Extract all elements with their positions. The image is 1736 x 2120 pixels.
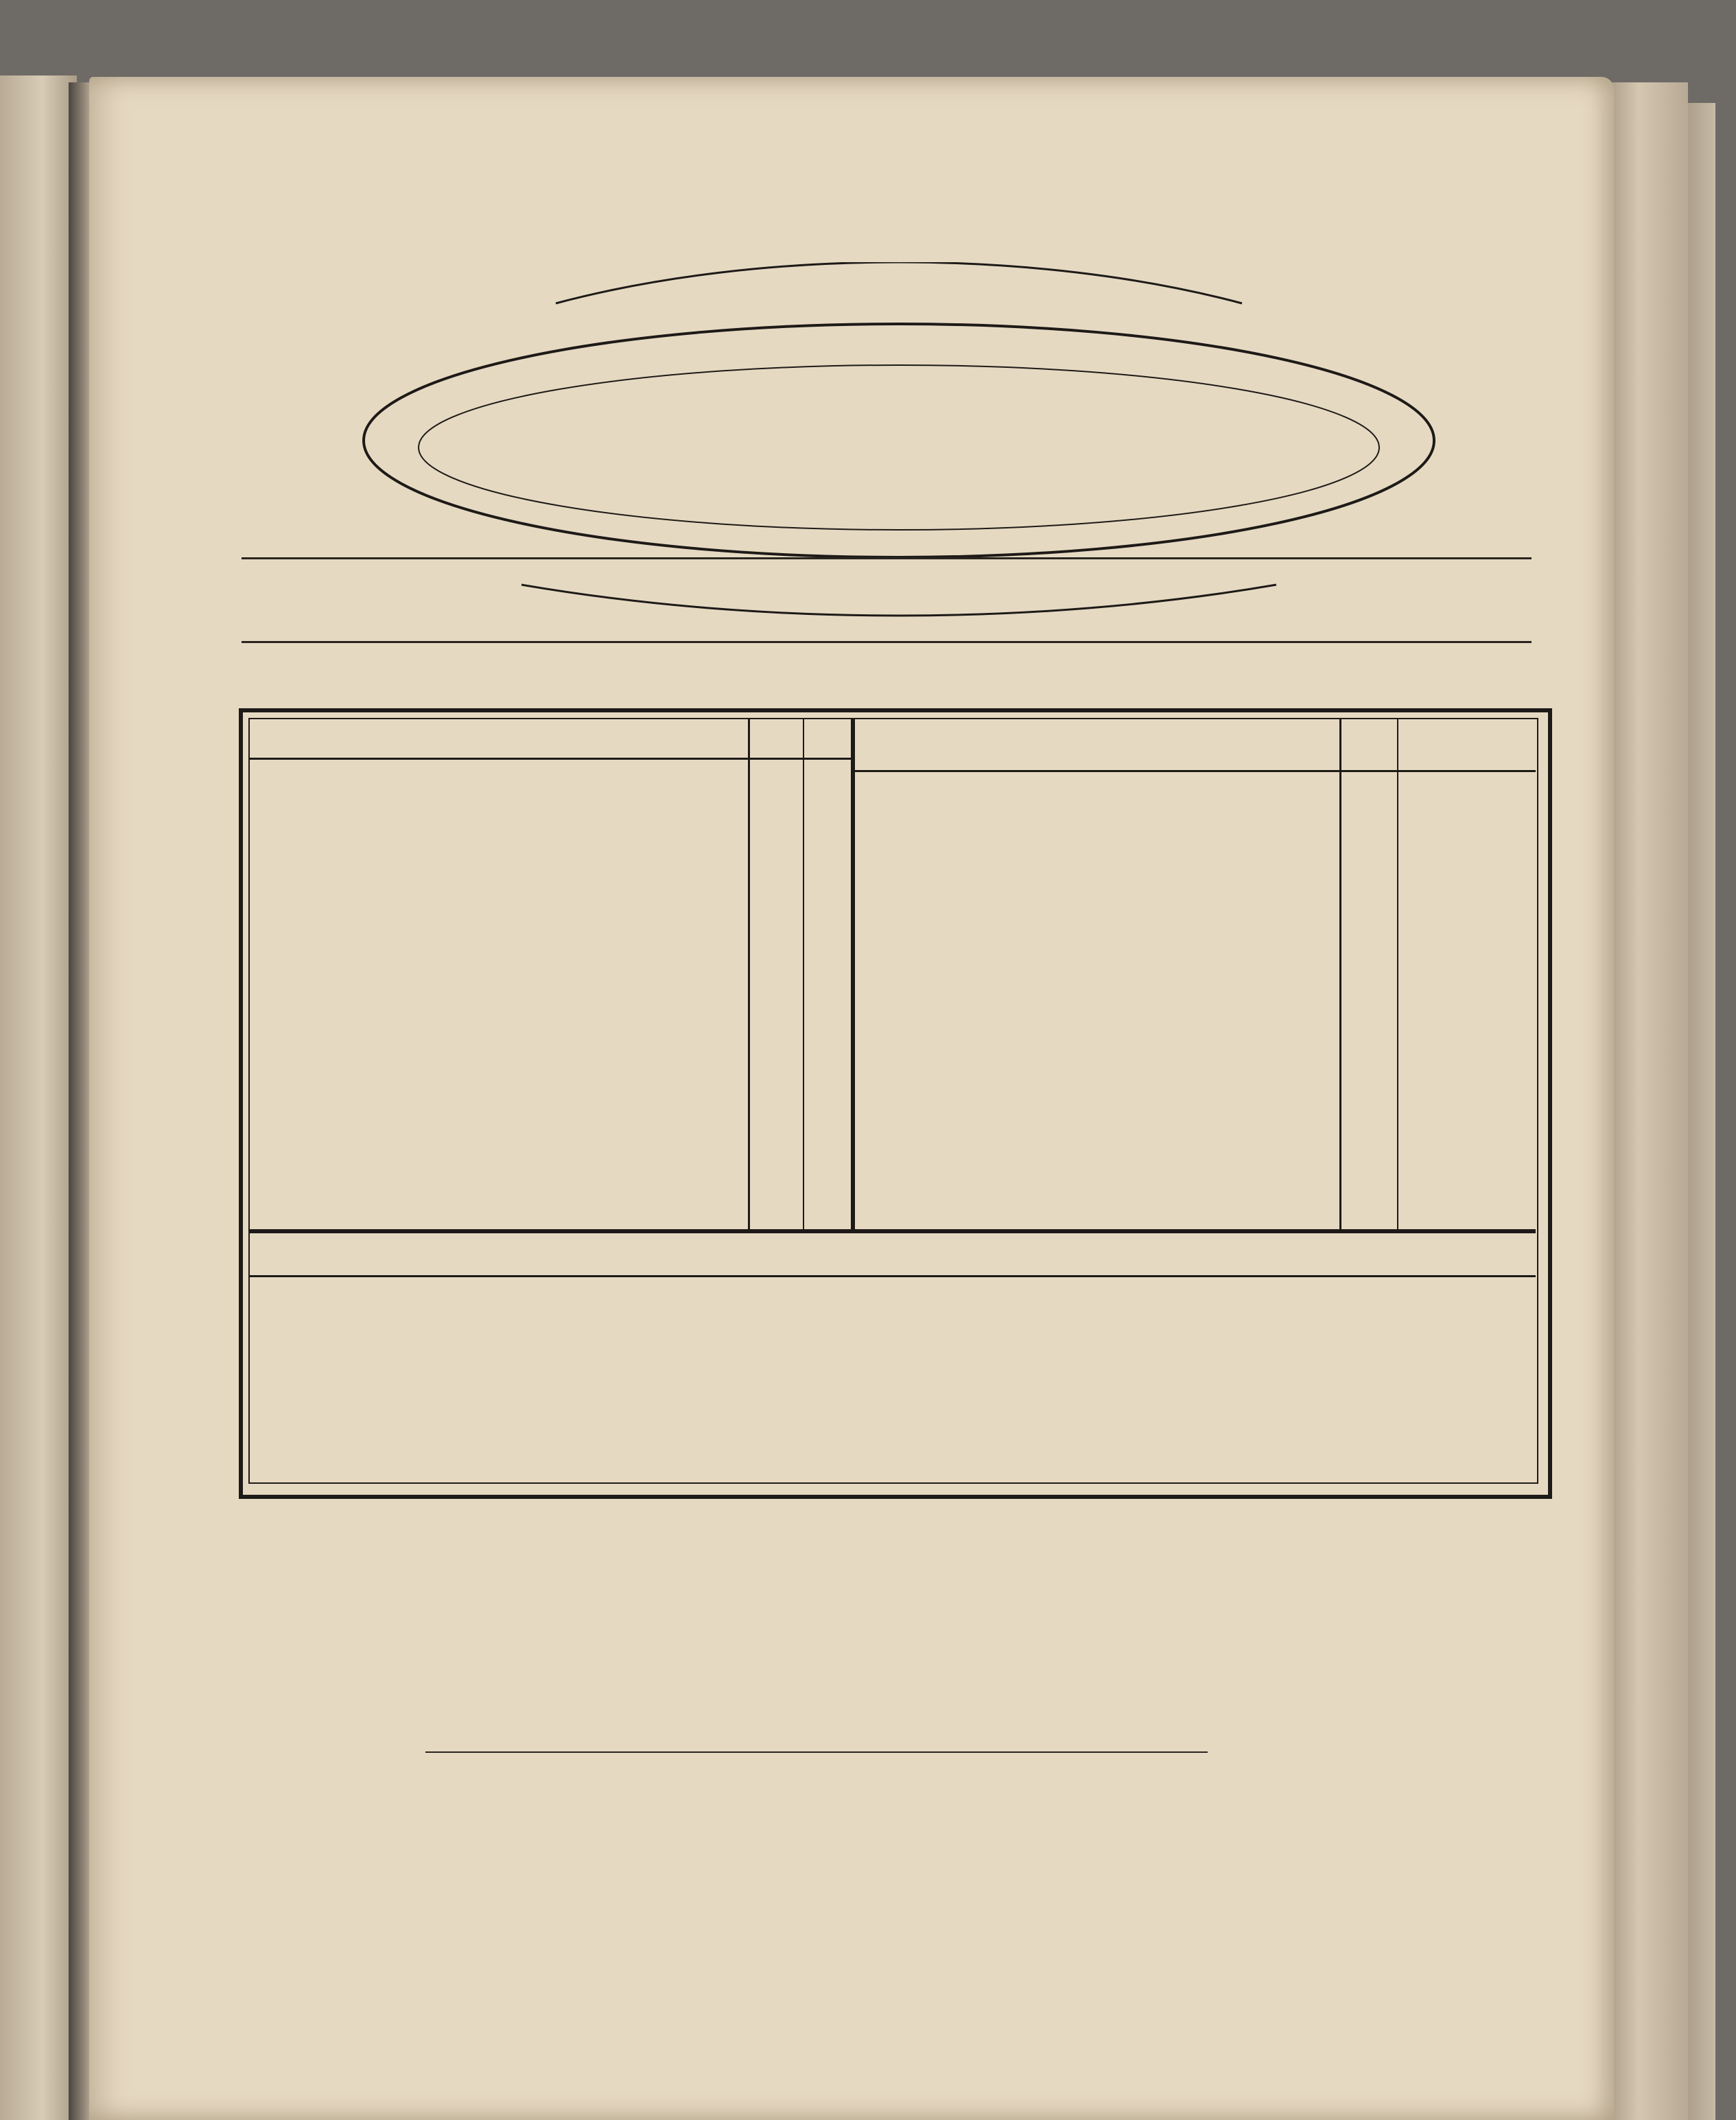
section-rule: [425, 1751, 1208, 1753]
divider: [851, 718, 855, 1229]
divider: [851, 770, 1536, 772]
page-curl-edge: [1606, 82, 1688, 2120]
left-page: [0, 75, 77, 2120]
divider: [1397, 718, 1398, 1229]
divider: [803, 718, 804, 1229]
newspaper-page: [89, 77, 1614, 2120]
divider: [1339, 718, 1341, 1229]
divider: [748, 718, 750, 1229]
masthead-flourish: [350, 262, 1448, 626]
notice-top-rule: [242, 557, 1532, 559]
price-table-inner-border: [248, 718, 1538, 1484]
divider: [248, 1275, 1536, 1277]
divider: [248, 1229, 1536, 1233]
notice-bottom-rule: [242, 641, 1532, 643]
divider: [248, 758, 851, 760]
